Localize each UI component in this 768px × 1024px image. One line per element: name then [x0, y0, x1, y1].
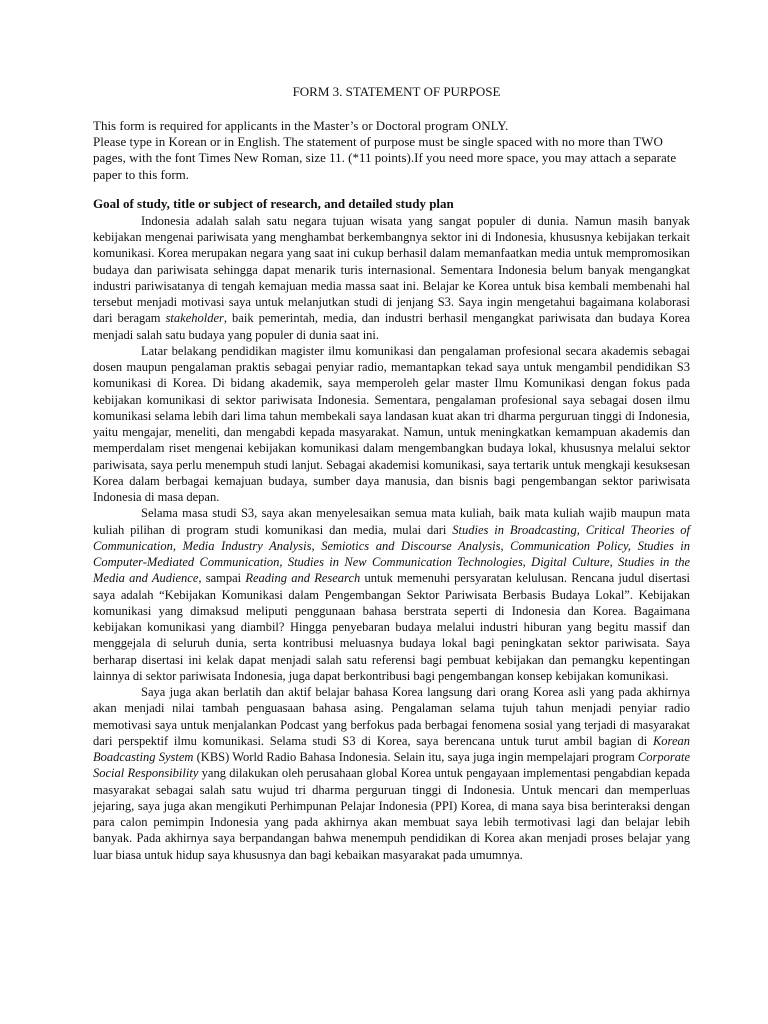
instruction-line: This form is required for applicants in the Master’s or Doctoral program ONLY. [93, 118, 509, 133]
text-run: Latar belakang pendidikan magister ilmu komunikasi dan pengalaman profesional secara akademis sebagai dosen maupun pengalaman praktis sebagai penyiar radio, memantapkan tekad saya untuk mengambil pendidikan S3 komunikasi di Korea. Di bidang akademik, saya memperoleh gelar master Ilmu Komunikasi dengan fokus pada kebijakan komunikasi di sektor pariwisata Indonesia. Sementara, pengalaman profesional saya sebagai dosen ilmu komunikasi selama lebih dari lima tahun membekali saya landasan kuat akan tri dharma perguruan tinggi di Indonesia, yaitu mengajar, meneliti, dan mengabdi kepada masyarakat. Namun, untuk meningkatkan kemampuan akademis dan memperdalam riset mengenai kebijakan komunikasi dalam mengembangkan budaya lokal, khususnya melalui sektor pariwisata, saya perlu menempuh studi lanjut. Sebagai akademisi komunikasi, saya tertarik untuk mengkaji kesuksesan Korea dalam berbagai kemajuan budaya, sumber daya manusia, dan bisnis bagi pengembangan sektor pariwisata Indonesia di masa depan. [93, 343, 690, 505]
instruction-line: Please type in Korean or in English. The statement of purpose must be single spaced with no more than TWO pages, with the font Times New Roman, size 11. (*11 points).If you need more space, you may attach a separate paper to this form. [93, 134, 677, 182]
italic-phrase: stakeholder [165, 311, 224, 326]
text-run: (KBS) World Radio Bahasa Indonesia. Selain itu, saya juga ingin mempelajari program [193, 750, 638, 765]
paragraph [93, 343, 690, 506]
text-run: yang dilakukan oleh perusahaan global Korea untuk pengayaan implementasi pengabdian kepada masyarakat sebagai salah satu wujud tri dharma perguruan tinggi di Indonesia. Untuk mencari dan memperluas jejaring, saya juga akan mengikuti Perhimpunan Pelajar Indonesia (PPI) Korea, di mana saya bisa berinteraksi dengan para calon pemimpin Indonesia yang pada akhirnya akan membuat saya lebih termotivasi lagi dan belajar lebih banyak. Pada akhirnya saya berpandangan bahwa menempuh pendidikan di Korea akan menjadi proses belajar yang luar biasa untuk hidup saya khususnya dan bagi kebaikan masyarakat pada umumnya. [93, 766, 690, 862]
italic-phrase: Studies in Broadcasting, Critical Theories of Communication, Media Industry Analysis, Semiotics and Discourse Analysis, Communication Policy, Studies in Computer-Mediated Communication, Studies in New Communication Technologies, Digital Culture, Studies in the Media and Audience, [93, 522, 690, 586]
text-run: Saya juga akan berlatih dan aktif belajar bahasa Korea langsung dari orang Korea asli yang pada akhirnya akan menjadi nilai tambah penguasaan bahasa asing. Pengalaman selama tujuh tahun menjadi penyiar radio memotivasi saya untuk menjalankan Podcast yang berfokus pada berbagai fenomena sosial yang terjadi di masyarakat dari perspektif ilmu komunikasi. Selama studi S3 di Korea, saya berencana untuk turut ambil bagian di [93, 685, 690, 748]
text-run: untuk memenuhi persyaratan kelulusan. Rencana judul disertasi saya adalah “Kebijakan Komunikasi dalam Pengembangan Sektor Pariwisata Berbasis Budaya Lokal”. Kebijakan komunikasi yang dimaksud meliputi penggunaan bahasa berstrata seperti di Indonesia dan Korea. Bagaimana kebijakan komunikasi yang diambil? Hingga penyebaran budaya melalui industri hiburan yang begitu massif dan menggejala di seluruh dunia, serta kontribusi meluasnya budaya lokal bagi peningkatan sektor pariwisata. Saya berharap disertasi ini kelak dapat menjadi salah satu referensi bagi pembuat kebijakan dan pemangku kepentingan lainnya di sektor pariwisata Indonesia, juga dapat berkontribusi bagi pengembangan konsep kebijakan komunikasi. [93, 571, 690, 683]
paragraph [93, 213, 690, 343]
paragraph [93, 684, 690, 863]
italic-phrase: Corporate Social Responsibility [93, 750, 690, 781]
text-run: Indonesia adalah salah satu negara tujuan wisata yang sangat populer di dunia. Namun masih banyak kebijakan mengenai pariwisata yang menghambat berkembangnya sektor ini di Indonesia, khususnya kebijakan terkait komunikasi. Korea merupakan negara yang saat ini cukup berhasil dalam memanfaatkan media untuk mempromosikan budaya dan pariwisata sehingga dapat menarik turis internasional. Sementara Indonesia belum banyak mengangkat industri pariwisatanya di tengah kemajuan media massa saat ini. Belajar ke Korea untuk bisa kembali membenahi hal tersebut menjadi motivasi saya untuk melanjutkan studi di jenjang S3. Saya ingin mengetahui bagaimana kolaborasi dari beragam [93, 213, 690, 326]
paragraph [93, 505, 690, 684]
section-heading: Goal of study, title or subject of research, and detailed study plan [93, 195, 454, 211]
instructions [93, 118, 690, 183]
italic-phrase: Korean Boadcasting System [93, 733, 690, 765]
document-body [93, 213, 690, 863]
text-run: sampai [201, 571, 246, 586]
page-title: FORM 3. STATEMENT OF PURPOSE [292, 84, 501, 99]
italic-phrase: Reading and Research [245, 571, 361, 586]
text-run: , baik pemerintah, media, dan industri berhasil mengangkat pariwisata dan budaya Korea menjadi salah satu budaya yang populer di dunia saat ini. [93, 311, 690, 342]
text-run: Selama masa studi S3, saya akan menyelesaikan semua mata kuliah, baik mata kuliah wajib maupun mata kuliah pilihan di program studi komunikasi dan media, mulai dari [93, 506, 690, 537]
